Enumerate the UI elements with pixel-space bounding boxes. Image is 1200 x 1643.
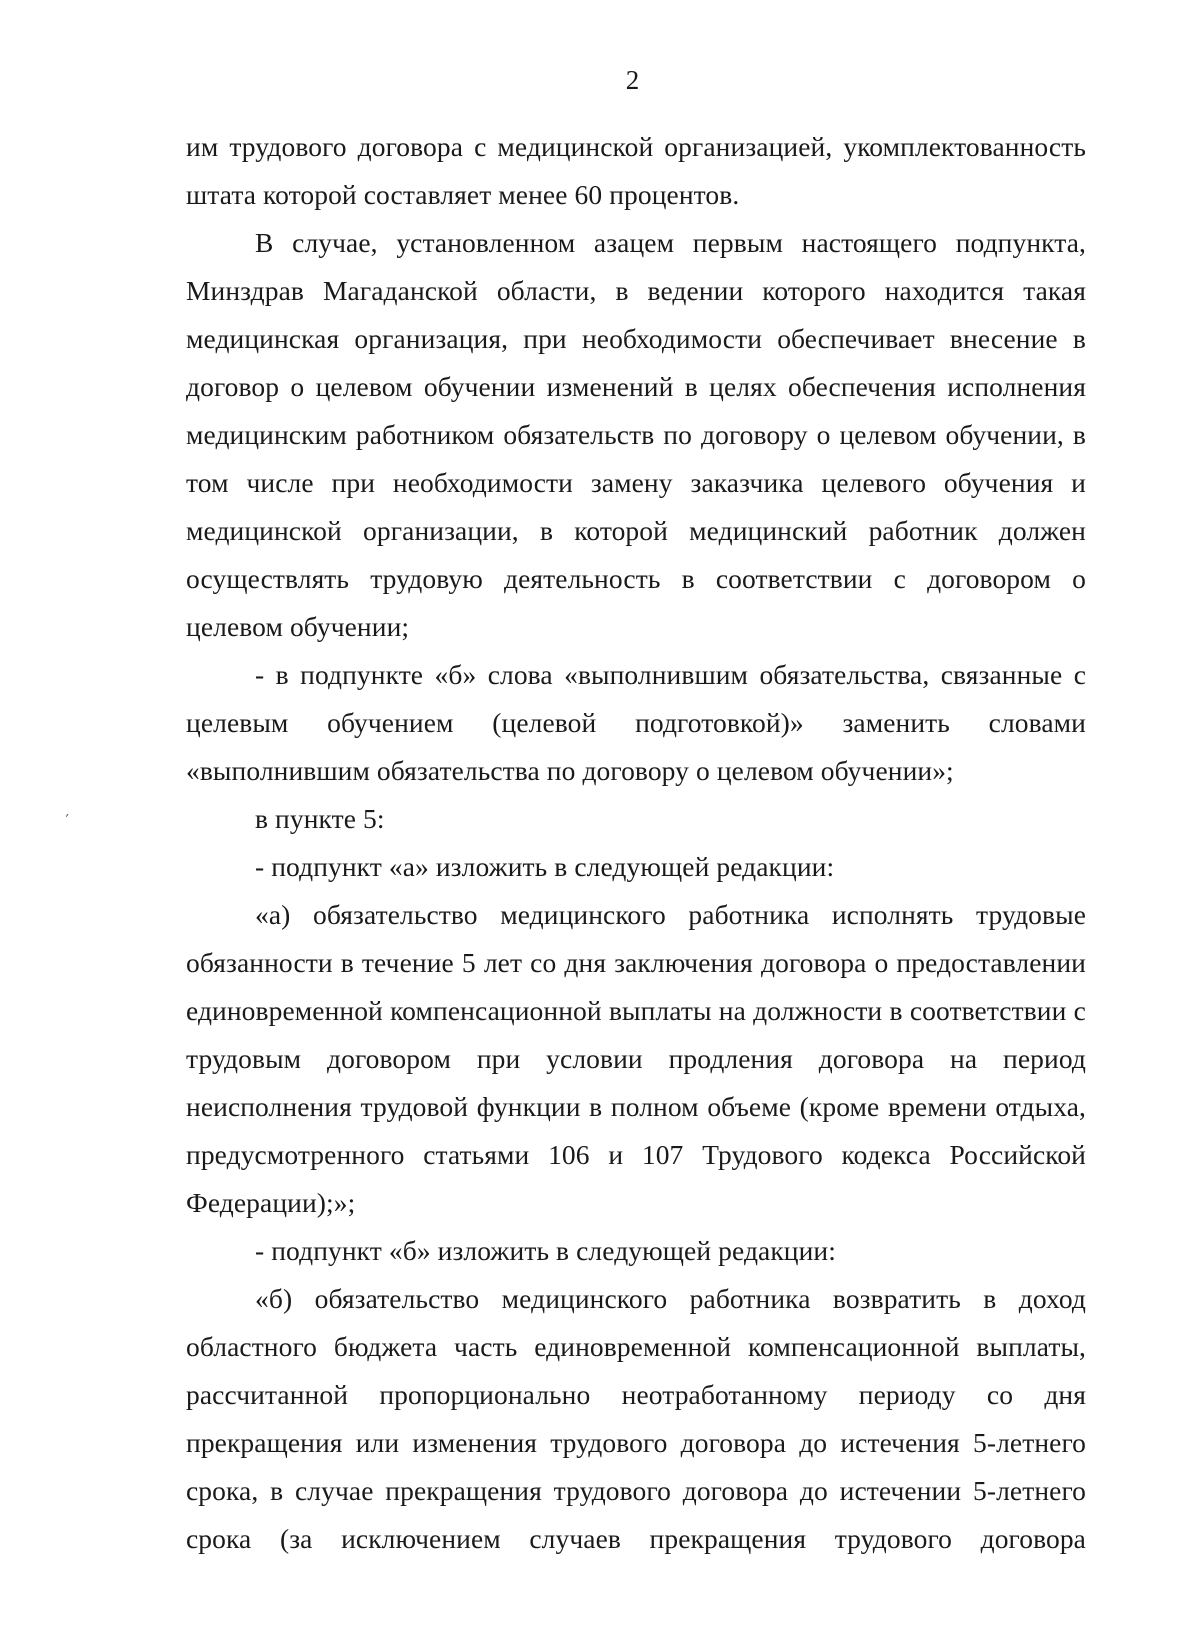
paragraph-continuation: им трудового договора с медицинской организацией, укомплектованность штата которой составляет менее 60 процентов. [186, 131, 1086, 210]
paragraph-subitem-b-text: «б) обязательство медицинского работника возвратить в доход областного бюджета часть единовременной компенсационной выплаты, рассчитанной пропорционально неотработанному периоду со дня прекращения или изменения трудового договора до истечения 5-летнего срока, в случае прекращения трудового договора до истечении 5-летнего срока (за исключением случаев прекращения трудового договора [186, 1283, 1086, 1554]
paragraph-subitem-a-heading: - подпункт «а» изложить в следующей редакции: [255, 851, 835, 882]
stray-scan-mark: ʹ [61, 811, 70, 828]
paragraph-subitem-b-heading: - подпункт «б» изложить в следующей редакции: [255, 1235, 836, 1266]
paragraph-subitem-b-words: - в подпункте «б» слова «выполнившим обязательства, связанные с целевым обучением (целевой подготовкой)» заменить словами «выполнившим обязательства по договору о целевом обучении»; [186, 659, 1086, 786]
paragraph-case-minzdrav: В случае, установленном азацем первым настоящего подпункта, Минздрав Магаданской области, в ведении которого находится такая медицинская организация, при необходимости обеспечивает внесение в договор о целевом обучении изменений в целях обеспечения исполнения медицинским работником обязательств по договору о целевом обучении, в том числе при необходимости замену заказчика целевого обучения и медицинской организации, в которой медицинский работник должен осуществлять трудовую деятельность в соответствии с договором о целевом обучении; [186, 227, 1086, 642]
paragraph-subitem-a-text: «а) обязательство медицинского работника исполнять трудовые обязанности в течение 5 лет со дня заключения договора о предоставлении единовременной компенсационной выплаты на должности в соответствии с трудовым договором при условии продления договора на период неисполнения трудовой функции в полном объеме (кроме времени отдыха, предусмотренного статьями 106 и 107 Трудового кодекса Российской Федерации);»; [186, 899, 1086, 1218]
page-number: 2 [625, 65, 640, 95]
document-body [186, 123, 1086, 1563]
paragraph-item-5-heading: в пункте 5: [255, 803, 385, 834]
